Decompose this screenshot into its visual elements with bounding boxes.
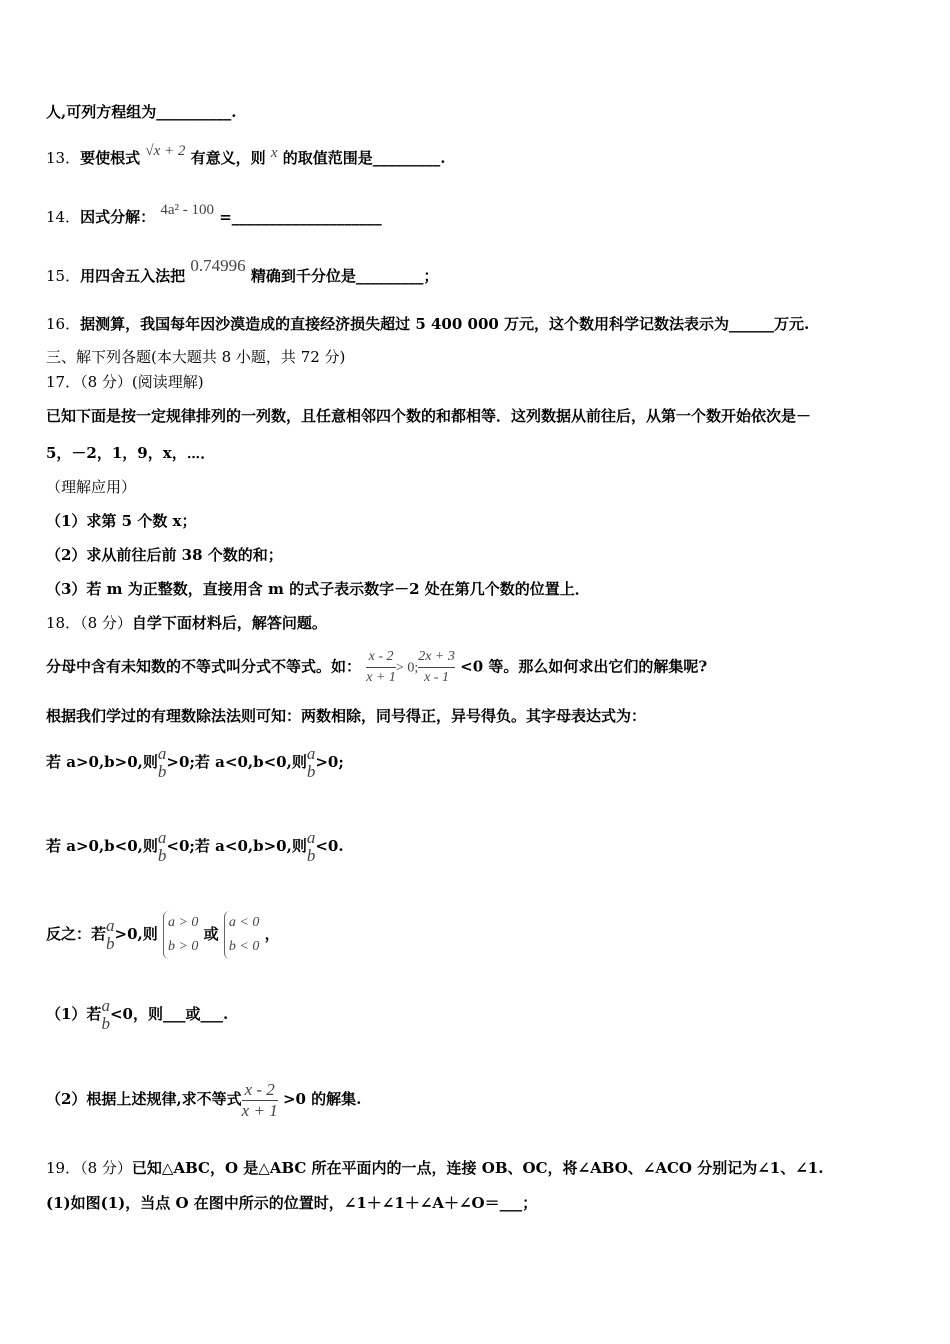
numerator: a [306,744,316,763]
denominator: b [157,762,167,781]
question-17-paragraph: 已知下面是按一定规律排列的一列数，且任意相邻四个数的和都相等．这列数据从前往后，从第一个数开始依次是－ [46,407,812,425]
section-heading: 三、解下列各题(本大题共 8 小题，共 72 分) [46,348,346,366]
question-text: <0，则___或___. [109,1005,229,1023]
fraction-a-over-b [158,829,167,865]
numerator: 2x + 3 [418,649,455,664]
question-17-header [46,372,204,392]
rule-text: ， [264,925,280,943]
comparison: > 0; [395,660,419,676]
numerator: a [157,828,167,847]
denominator: b [306,846,316,865]
numerator: a [157,744,167,763]
question-17-subheading: （理解应用） [46,478,137,496]
condition: b < 0 [228,939,260,954]
inequality-fraction [242,1081,278,1120]
question-tag: (阅读理解) [131,373,204,391]
rule-text: >0,则 [114,925,158,943]
numerator: a [101,996,110,1015]
answer-blank: =____________________ [219,208,382,226]
condition: a < 0 [228,915,260,930]
question-17-sequence: 5，－2，1，9，x，⋯． [46,444,216,462]
math-expression: 4a² - 100 [160,202,214,218]
question-text: 因式分解： [80,208,156,226]
fraction-example-1 [366,648,396,687]
numerator: a [106,916,115,935]
question-16 [46,314,809,334]
question-18-part-1 [46,992,228,1036]
paragraph-text: 分母中含有未知数的不等式叫分式不等式。如： [46,657,362,676]
question-score: （8 分） [80,1159,132,1177]
question-score: （8 分） [80,614,132,632]
fraction-example-2 [418,648,455,687]
rule-text: 若 a>0,b<0,则 [46,837,158,855]
denominator: x + 1 [241,1100,278,1120]
question-text: 的取值范围是_________. [282,149,446,167]
rule-text: >0; [315,753,344,771]
denominator: b [101,1014,110,1033]
numerator: x - 2 [368,649,394,664]
condition: b > 0 [167,939,199,954]
question-number: 15． [46,267,81,285]
rule-line-3 [46,906,280,962]
question-text: 精确到千分位是_________； [250,267,439,285]
question-17-part-2: （2）求从前往后前 38 个数的和； [46,546,283,564]
denominator: b [306,762,316,781]
question-text: 有意义，则 [190,149,266,167]
fraction-a-over-b [106,917,115,953]
radical-expression: √x + 2 [145,143,186,159]
question-text: （2）根据上述规律,求不等式 [46,1090,242,1108]
question-score: （8 分） [80,373,132,391]
paragraph-text: <0 等。那么如何求出它们的解集呢? [460,657,708,676]
question-text: （1）若 [46,1005,102,1023]
rule-line-2 [46,824,344,868]
question-number: 18． [46,614,81,632]
denominator: b [157,846,167,865]
question-14 [46,202,382,228]
question-text: 据测算，我国每年因沙漠造成的直接经济损失超过 5 400 000 万元，这个数用科学记数法表示为______万元. [80,315,810,333]
question-15 [46,256,439,286]
question-text: 已知△ABC，O 是△ABC 所在平面内的一点，连接 OB、OC，将∠ABO、∠ACO 分别记为∠1、∠1. [131,1159,824,1177]
question-18-paragraph-1 [46,648,707,687]
denominator: b [106,934,115,953]
fraction-a-over-b [101,997,110,1033]
rule-text: <0;若 a<0,b>0,则 [166,837,307,855]
rule-text: <0. [315,837,344,855]
denominator: x - 1 [424,670,449,685]
question-18-paragraph-2: 根据我们学过的有理数除法法则可知：两数相除，同号得正，异号得负。其字母表达式为： [46,707,647,725]
question-number: 17． [46,373,81,391]
condition: a > 0 [167,915,199,930]
numerator: a [306,828,316,847]
previous-question-tail: 人,可列方程组为__________. [46,103,237,121]
denominator: x + 1 [366,670,396,685]
numerator: x - 2 [244,1079,275,1099]
question-19-part-1: (1)如图(1)，当点 O 在图中所示的位置时，∠1＋∠1＋∠A＋∠O＝___； [46,1194,538,1212]
question-13 [46,143,446,169]
question-17-part-3: （3）若 m 为正整数，直接用含 m 的式子表示数字－2 处在第几个数的位置上． [46,580,590,598]
question-17-part-1: （1）求第 5 个数 x； [46,512,197,530]
question-number: 16． [46,315,81,333]
question-number: 19． [46,1159,81,1177]
question-number: 13． [46,149,81,167]
question-text: >0 的解集. [282,1090,362,1108]
rule-text: 反之：若 [46,925,107,943]
variable-x: x [270,145,278,161]
question-19-header [46,1158,823,1178]
rule-text: >0;若 a<0,b<0,则 [166,753,307,771]
question-text: 用四舍五入法把 [80,267,186,285]
rule-text: 若 a>0,b>0,则 [46,753,158,771]
fraction-a-over-b [307,745,316,781]
number-expression: 0.74996 [190,256,246,275]
rule-line-1 [46,740,344,784]
question-18-part-2 [46,1074,361,1124]
question-18-header [46,613,327,633]
fraction-a-over-b [158,745,167,781]
system-negative [224,911,259,959]
question-number: 14． [46,208,81,226]
rule-text: 或 [203,925,219,943]
question-text: 要使根式 [80,149,141,167]
question-text: 自学下面材料后，解答问题。 [131,614,327,632]
fraction-a-over-b [307,829,316,865]
system-positive [163,911,198,959]
